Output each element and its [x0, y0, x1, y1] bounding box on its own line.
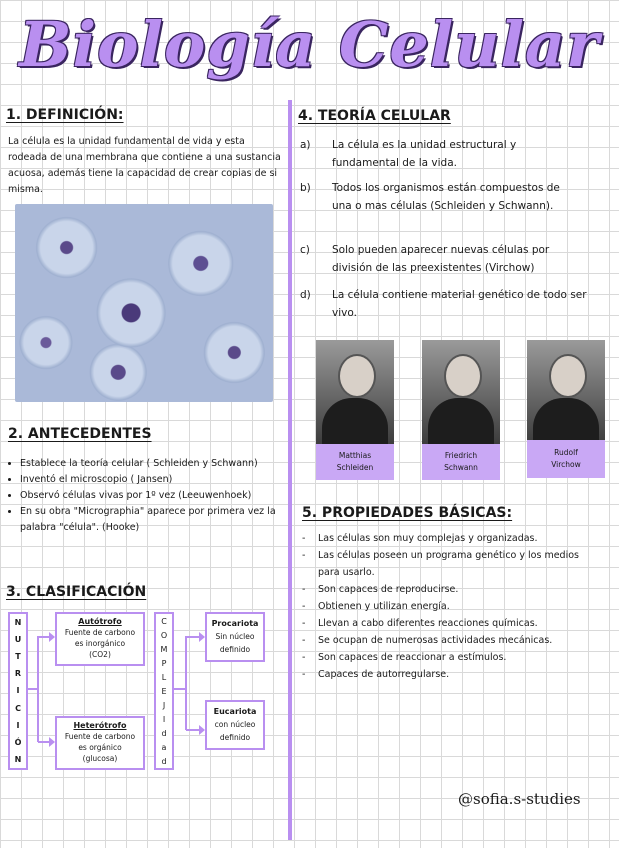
theory-item [300, 286, 600, 326]
theory-letter: b) [300, 182, 311, 194]
property-text: Las células poseen un programa genético y los medios para usarlo. [318, 550, 579, 578]
arrow-to-procariota [186, 636, 202, 638]
scientist-last-name: Virchow [551, 460, 581, 469]
property-text: Capaces de autorregularse. [318, 669, 450, 680]
scientist-first-name: Rudolf [554, 448, 578, 457]
nutrition-letter: I [16, 720, 20, 730]
eucariota-line: con núcleo [214, 720, 256, 729]
theory-text: La célula contiene material genético de todo ser vivo. [332, 289, 587, 319]
procariota-line: definido [219, 645, 251, 654]
antecedents-list [6, 456, 292, 536]
nutrition-letter: U [14, 635, 22, 645]
heterotrofo-line: (glucosa) [82, 754, 118, 763]
dash-marker: - [302, 669, 306, 680]
scientist-caption-schwann [422, 444, 500, 480]
cell-microscope-image [15, 204, 273, 402]
autotrofo-title: Autótrofo [78, 617, 122, 626]
property-text: Se ocupan de numerosas actividades mecánicas. [318, 635, 553, 646]
list-item: • En su obra "Micrographia" aparece por primera vez la palabra "célula". (Hooke) [20, 504, 292, 536]
property-text: Las células son muy complejas y organizadas. [318, 533, 538, 544]
scientist-last-name: Schleiden [336, 463, 374, 472]
dash-marker: - [302, 550, 306, 561]
theory-item [300, 136, 600, 176]
theory-letter: d) [300, 289, 311, 301]
dash-marker: - [302, 652, 306, 663]
complexity-letter: L [161, 672, 167, 682]
author-handle: @sofia.s-studies [458, 790, 581, 808]
eucariota-line: definido [219, 733, 251, 742]
nutrition-letter: N [14, 618, 22, 628]
theory-item [300, 241, 600, 281]
connector [185, 636, 187, 730]
arrow-to-eucariota [186, 729, 202, 731]
theory-item [300, 179, 600, 235]
nutrition-letter: R [14, 669, 22, 679]
definition-heading: 1. DEFINICIÓN: [6, 107, 124, 123]
classification-heading: 3. CLASIFICACIÓN [6, 584, 147, 600]
dash-marker: - [302, 584, 306, 595]
connector [37, 636, 39, 742]
portrait-coat [428, 398, 494, 444]
nutrition-letter: Ó [14, 737, 22, 747]
complexity-letter: J [162, 700, 166, 710]
properties-list [302, 530, 612, 680]
nutrition-letter: C [15, 703, 21, 713]
property-text: Obtienen y utilizan energía. [318, 601, 450, 612]
scientist-caption-schleiden [316, 444, 394, 480]
scientist-first-name: Friedrich [444, 451, 478, 460]
complexity-label-box [154, 612, 174, 770]
portrait-head [549, 354, 587, 398]
arrow-to-autotrofo [38, 636, 52, 638]
list-item: • Observó células vivas por 1º vez (Leeuwenhoek) [20, 488, 292, 504]
definition-text: La célula es la unidad fundamental de vida y esta rodeada de una membrana que contiene a una sustancia acuosa, además tiene la capacidad de crear copias de si misma. [8, 136, 281, 195]
complexity-letter: I [162, 714, 166, 724]
complexity-letter: d [161, 756, 167, 766]
scientist-portrait-schwann [422, 340, 500, 444]
scientist-last-name: Schwann [444, 463, 478, 472]
autotrofo-line: Fuente de carbono [64, 628, 136, 637]
autotrofo-line: (CO2) [89, 650, 111, 659]
nutrition-letter: T [15, 652, 21, 662]
portrait-head [444, 354, 482, 398]
complexity-letter: P [161, 658, 167, 668]
procariota-box [205, 612, 265, 662]
theory-letter: c) [300, 244, 310, 256]
page-title: Biología Celular [19, 8, 600, 81]
complexity-letter: C [161, 616, 167, 626]
theory-text: Solo pueden aparecer nuevas células por división de las preexistentes (Virchow) [332, 244, 550, 274]
heterotrofo-line: Fuente de carbono [64, 732, 136, 741]
portrait-head [338, 354, 376, 398]
property-text: Son capaces de reaccionar a estímulos. [318, 652, 507, 663]
heterotrofo-line: es orgánico [78, 743, 122, 752]
scientist-portrait-schleiden [316, 340, 394, 444]
complexity-letter: a [161, 742, 167, 752]
complexity-letter: O [160, 630, 168, 640]
portrait-coat [533, 398, 599, 444]
eucariota-title: Eucariota [213, 707, 257, 716]
dash-marker: - [302, 533, 306, 544]
scientist-portrait-virchow [527, 340, 605, 444]
scientist-caption-virchow [527, 440, 605, 478]
dash-marker: - [302, 635, 306, 646]
dash-marker: - [302, 601, 306, 612]
complexity-letter: E [161, 686, 167, 696]
dash-marker: - [302, 618, 306, 629]
eucariota-box [205, 700, 265, 750]
property-text: Son capaces de reproducirse. [318, 584, 459, 595]
procariota-line: Sin núcleo [215, 632, 255, 641]
antecedents-heading: 2. ANTECEDENTES [8, 426, 152, 442]
theory-text: Todos los organismos están compuestos de una o mas células (Schleiden y Schwann). [332, 182, 560, 212]
list-item: • Inventó el microscopio ( Jansen) [20, 472, 292, 488]
nutrition-label-box [8, 612, 28, 770]
theory-letter: a) [300, 139, 311, 151]
autotrofo-box [55, 612, 145, 666]
procariota-title: Procariota [211, 619, 259, 628]
arrow-to-heterotrofo [38, 741, 52, 743]
scientist-first-name: Matthias [338, 451, 372, 460]
nutrition-letter: N [14, 754, 22, 764]
nutrition-letter: I [16, 686, 20, 696]
property-text: Llevan a cabo diferentes reacciones químicas. [318, 618, 538, 629]
theory-heading: 4. TEORÍA CELULAR [298, 108, 451, 124]
theory-text: La célula es la unidad estructural y fundamental de la vida. [332, 139, 517, 169]
autotrofo-line: es inorgánico [74, 639, 126, 648]
heterotrofo-box [55, 716, 145, 770]
complexity-letter: M [160, 644, 168, 654]
list-item: • Establece la teoría celular ( Schleiden y Schwann) [20, 456, 292, 472]
complexity-letter: d [161, 728, 167, 738]
heterotrofo-title: Heterótrofo [73, 721, 127, 730]
properties-heading: 5. PROPIEDADES BÁSICAS: [302, 505, 513, 521]
portrait-coat [322, 398, 388, 444]
